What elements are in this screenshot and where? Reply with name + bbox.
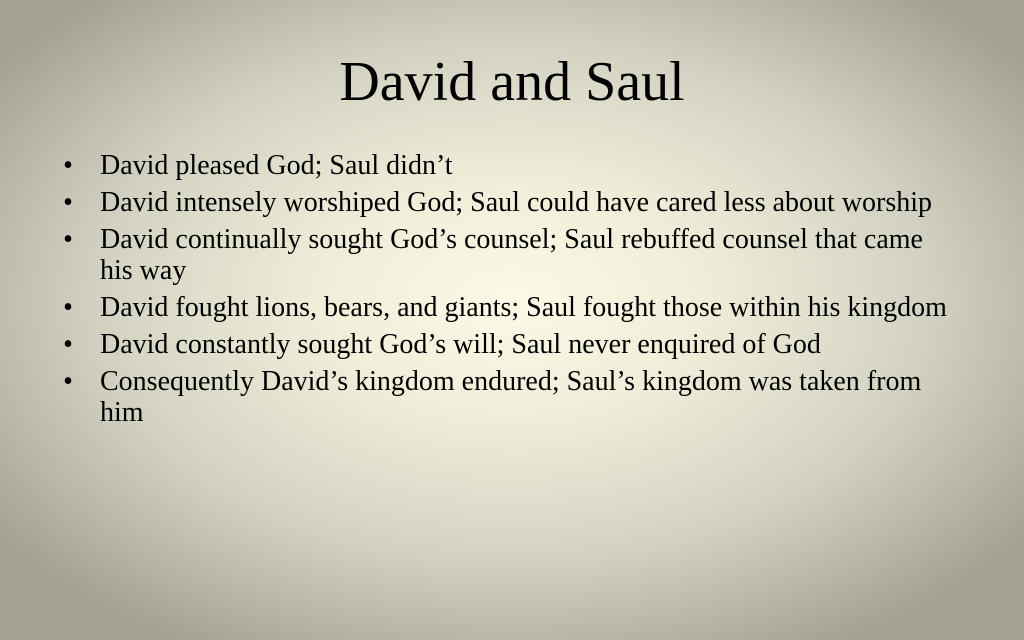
bullet-marker: • [63,292,73,323]
bullet-marker: • [63,329,73,360]
bullet-text: David fought lions, bears, and giants; Saul fought those within his kingdom [100,292,947,323]
bullet-item [58,224,958,286]
bullet-item [58,187,958,218]
bullet-marker: • [63,366,73,397]
bullet-marker: • [63,150,73,181]
bullet-text: David intensely worshiped God; Saul could have cared less about worship [100,187,933,218]
bullet-marker: • [63,224,73,255]
bullet-text: David continually sought God’s counsel; Saul rebuffed counsel that came his way [100,224,923,286]
bullet-list [58,150,958,434]
bullet-text: Consequently David’s kingdom endured; Saul’s kingdom was taken from him [100,366,922,428]
bullet-item [58,150,958,181]
bullet-marker: • [63,187,73,218]
bullet-item [58,292,958,323]
bullet-item [58,366,958,428]
slide-title: David and Saul [339,51,685,113]
bullet-text: David constantly sought God’s will; Saul never enquired of God [100,329,821,360]
bullet-item [58,329,958,360]
bullet-text: David pleased God; Saul didn’t [100,150,453,181]
